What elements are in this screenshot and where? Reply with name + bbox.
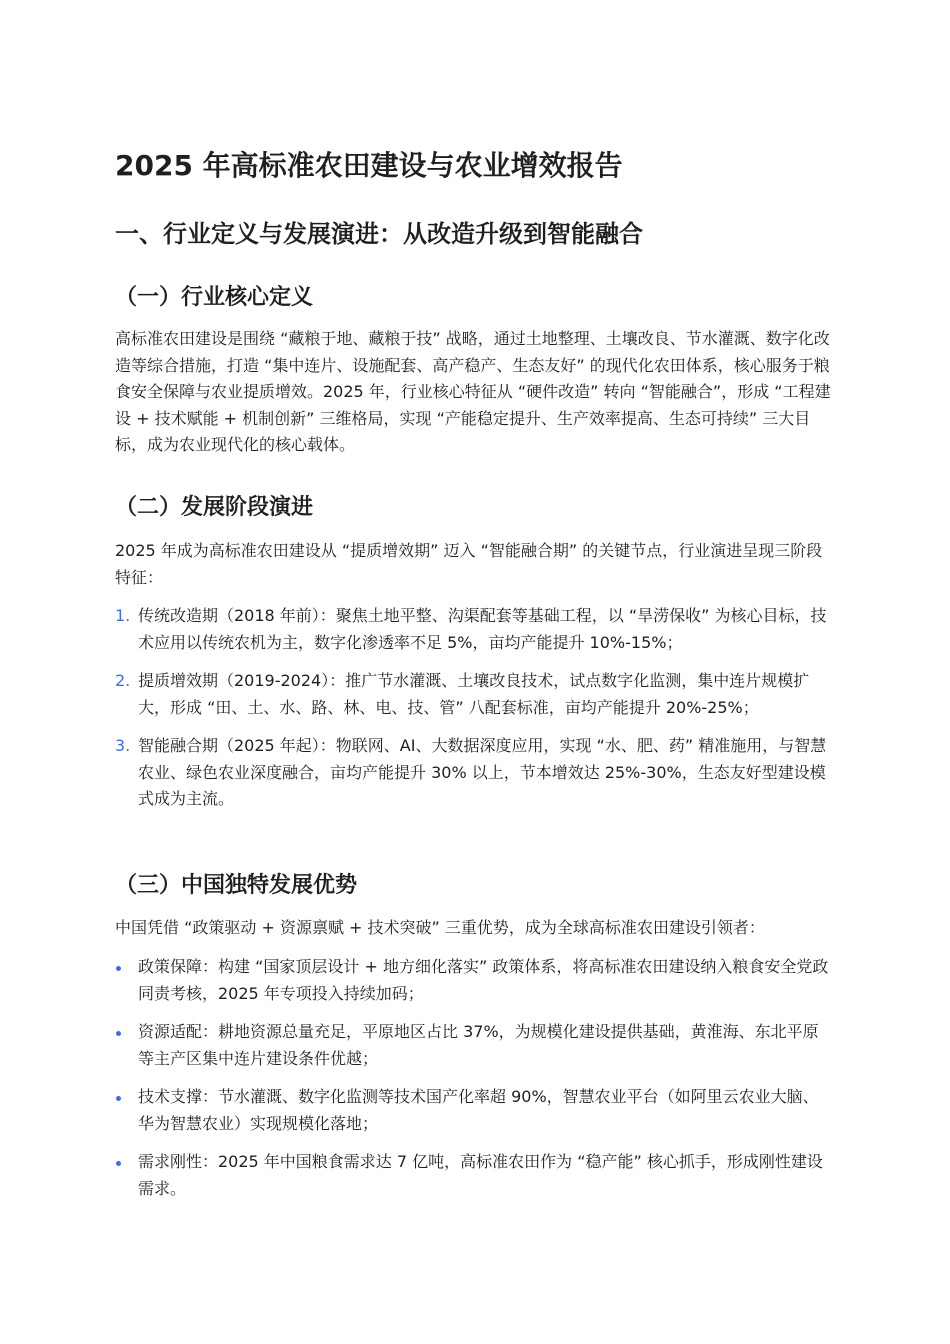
- list-item: [115, 603, 833, 656]
- list-item: [115, 668, 833, 721]
- list-item: [115, 954, 833, 1007]
- bullet-dot-icon: [116, 1161, 121, 1166]
- list-item-text: 政策保障：构建 “国家顶层设计 + 地方细化落实” 政策体系，将高标准农田建设纳入粮食安全党政同责考核，2025 年专项投入持续加码；: [138, 957, 829, 1003]
- stages-intro-paragraph: 2025 年成为高标准农田建设从 “提质增效期” 迈入 “智能融合期” 的关键节点，行业演进呈现三阶段特征：: [115, 541, 823, 587]
- list-item-text: 需求刚性：2025 年中国粮食需求达 7 亿吨，高标准农田作为 “稳产能” 核心抓手，形成刚性建设需求。: [138, 1152, 823, 1198]
- document-title: 2025 年高标准农田建设与农业增效报告: [115, 149, 623, 182]
- section-heading: 一、行业定义与发展演进：从改造升级到智能融合: [115, 220, 643, 248]
- list-number-marker: 2.: [115, 671, 131, 690]
- list-item: [115, 1019, 833, 1072]
- list-item-text: 资源适配：耕地资源总量充足，平原地区占比 37%，为规模化建设提供基础，黄淮海、东北平原等主产区集中连片建设条件优越；: [138, 1022, 819, 1068]
- list-item: [115, 1149, 833, 1202]
- bullet-dot-icon: [116, 966, 121, 971]
- stages-numbered-list: [115, 603, 833, 813]
- list-item-text: 技术支撑：节水灌溉、数字化监测等技术国产化率超 90%，智慧农业平台（如阿里云农业大脑、华为智慧农业）实现规模化落地；: [138, 1087, 819, 1133]
- advantages-bullet-list: [115, 954, 833, 1202]
- bullet-dot-icon: [116, 1031, 121, 1036]
- bullet-dot-icon: [116, 1096, 121, 1101]
- definition-paragraph: 高标准农田建设是围绕 “藏粮于地、藏粮于技” 战略，通过土地整理、土壤改良、节水灌溉、数字化改造等综合措施，打造 “集中连片、设施配套、高产稳产、生态友好” 的现代化农田体系，核心服务于粮食安全保障与农业提质增效。2025 年，行业核心特征从 “硬件改造” 转向 “智能融合”，形成 “工程建设 + 技术赋能 + 机制创新” 三维格局，实现 “产能稳定提升、生产效率提高、生态可持续” 三大目标，成为农业现代化的核心载体。: [115, 329, 831, 454]
- list-item-text: 智能融合期（2025 年起）：物联网、AI、大数据深度应用，实现 “水、肥、药” 精准施用，与智慧农业、绿色农业深度融合，亩均产能提升 30% 以上，节本增效达 25%-30%，生态友好型建设模式成为主流。: [138, 736, 827, 808]
- advantages-intro-paragraph: 中国凭借 “政策驱动 + 资源禀赋 + 技术突破” 三重优势，成为全球高标准农田建设引领者：: [115, 918, 765, 937]
- subsection-heading-advantages: （三）中国独特发展优势: [115, 873, 358, 898]
- list-item-text: 提质增效期（2019-2024）：推广节水灌溉、土壤改良技术，试点数字化监测，集中连片规模扩大，形成 “田、土、水、路、林、电、技、管” 八配套标准，亩均产能提升 20%-25%；: [138, 671, 810, 717]
- list-number-marker: 1.: [115, 606, 131, 625]
- list-item: [115, 733, 833, 813]
- subsection-heading-stages: （二）发展阶段演进: [115, 495, 314, 520]
- list-item-text: 传统改造期（2018 年前）：聚焦土地平整、沟渠配套等基础工程，以 “旱涝保收” 为核心目标，技术应用以传统农机为主，数字化渗透率不足 5%，亩均产能提升 10%-15%；: [138, 606, 827, 652]
- subsection-heading-definition: （一）行业核心定义: [115, 285, 314, 310]
- list-item: [115, 1084, 833, 1137]
- list-number-marker: 3.: [115, 736, 131, 755]
